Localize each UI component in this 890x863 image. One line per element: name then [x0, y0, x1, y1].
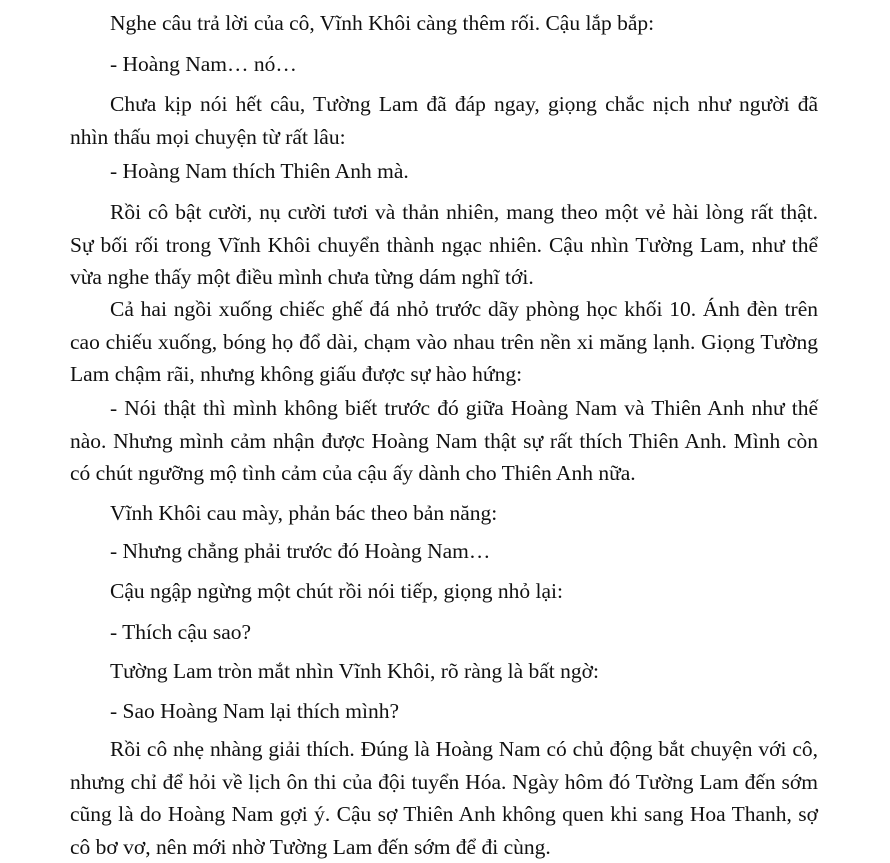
paragraph-5: Rồi cô bật cười, nụ cười tươi và thản nhiên, mang theo một vẻ hài lòng rất thật. Sự bối rối trong Vĩnh Khôi chuyển thành ngạc nhiên. Cậu nhìn Tường Lam, như thể vừa nghe thấy một điều mình chưa từng dám nghĩ tới. — [70, 200, 818, 289]
paragraph-1: Nghe câu trả lời của cô, Vĩnh Khôi càng thêm rối. Cậu lắp bắp: — [110, 11, 655, 35]
paragraph-6: Cả hai ngồi xuống chiếc ghế đá nhỏ trước dãy phòng học khối 10. Ánh đèn trên cao chiếu xuống, bóng họ đổ dài, chạm vào nhau trên nền xi măng lạnh. Giọng Tường Lam chậm rãi, nhưng không giấu được sự hào hứng: — [70, 297, 818, 386]
paragraph-3: Chưa kịp nói hết câu, Tường Lam đã đáp ngay, giọng chắc nịch như người đã nhìn thấu mọi chuyện từ rất lâu: — [70, 92, 818, 149]
paragraph-7: - Nói thật thì mình không biết trước đó giữa Hoàng Nam và Thiên Anh như thế nào. Nhưng mình cảm nhận được Hoàng Nam thật sự rất thích Thiên Anh. Mình còn có chút ngưỡng mộ tình cảm của cậu ấy dành cho Thiên Anh nữa. — [70, 396, 818, 485]
paragraph-10: Cậu ngập ngừng một chút rồi nói tiếp, giọng nhỏ lại: — [110, 579, 563, 603]
paragraph-8: Vĩnh Khôi cau mày, phản bác theo bản năng: — [110, 501, 498, 525]
paragraph-12: Tường Lam tròn mắt nhìn Vĩnh Khôi, rõ ràng là bất ngờ: — [110, 659, 599, 683]
paragraph-14: Rồi cô nhẹ nhàng giải thích. Đúng là Hoàng Nam có chủ động bắt chuyện với cô, nhưng chỉ để hỏi về lịch ôn thi của đội tuyển Hóa. Ngày hôm đó Tường Lam đến sớm cũng là do Hoàng Nam gợi ý. Cậu sợ Thiên Anh không quen khi sang Hoa Thanh, sợ cô bơ vơ, nên mới nhờ Tường Lam đến sớm để đi cùng. — [70, 737, 818, 859]
paragraph-4: - Hoàng Nam thích Thiên Anh mà. — [110, 159, 409, 183]
paragraph-2: - Hoàng Nam… nó… — [110, 52, 297, 76]
paragraph-13: - Sao Hoàng Nam lại thích mình? — [110, 699, 399, 723]
paragraph-9: - Nhưng chẳng phải trước đó Hoàng Nam… — [110, 539, 491, 563]
paragraph-11: - Thích cậu sao? — [110, 620, 252, 644]
